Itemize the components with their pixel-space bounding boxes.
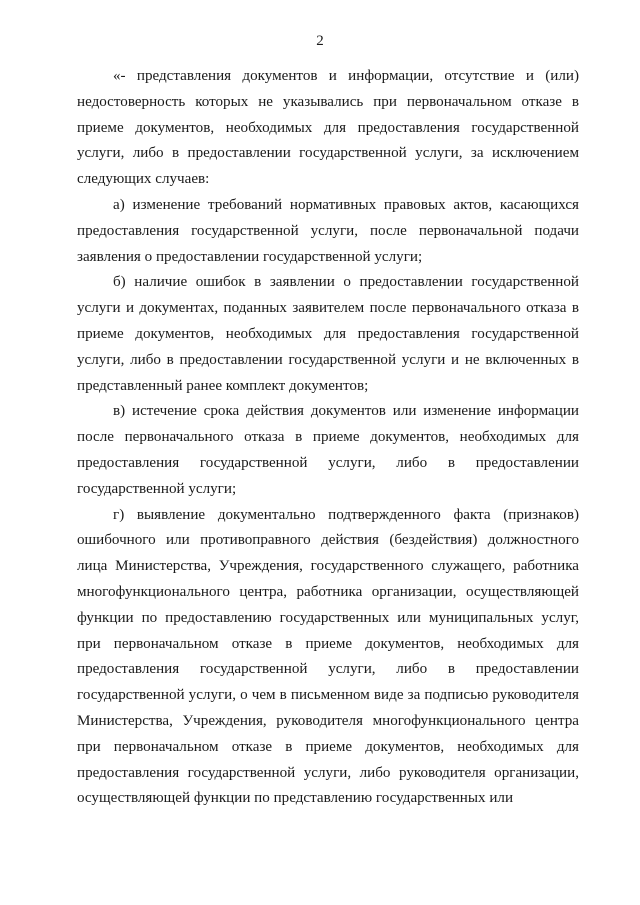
paragraph-item-a: а) изменение требований нормативных правовых актов, касающихся предоставления государственной услуги, после первоначальной подачи заявления о предоставлении государственной услуги; [77, 196, 579, 265]
paragraph-item-g: г) выявление документально подтвержденного факта (признаков) ошибочного или противоправного действия (бездействия) должностного лица Министерства, Учреждения, государственного служащего, работника многофункционального центра, работника организации, осуществляющей функции по предоставлению государственных или муниципальных услуг, при первоначальном отказе в приеме документов, необходимых для предоставления государственной услуги, либо в предоставлении государственной услуги, о чем в письменном виде за подписью руководителя Министерства, Учреждения, руководителя многофункционального центра при первоначальном отказе в приеме документов, необходимых для предоставления государственной услуги, либо руководителя организации, осуществляющей функции по представлению государственных или [77, 506, 579, 807]
page-number: 2 [316, 33, 324, 49]
document-body [77, 64, 579, 812]
paragraph-intro: «- представления документов и информации, отсутствие и (или) недостоверность которых не указывались при первоначальном отказе в приеме документов, необходимых для предоставления государственной услуги, либо в предоставлении государственной услуги, за исключением следующих случаев: [77, 68, 579, 188]
paragraph-item-b: б) наличие ошибок в заявлении о предоставлении государственной услуги и документах, поданных заявителем после первоначального отказа в приеме документов, необходимых для предоставления государственной услуги, либо в предоставлении государственной услуги и не включенных в представленный ранее комплект документов; [77, 274, 579, 394]
paragraph-item-v: в) истечение срока действия документов или изменение информации после первоначального отказа в приеме документов, необходимых для предоставления государственной услуги, либо в предоставлении государственной услуги; [77, 403, 579, 497]
